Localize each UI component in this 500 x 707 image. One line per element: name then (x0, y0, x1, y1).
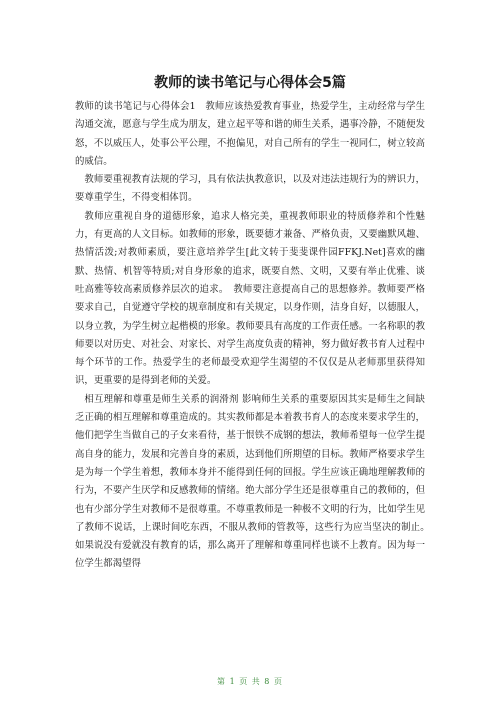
paragraph-3: 教师应重视自身的道德形象，追求人格完美，重视教师职业的特质修养和个性魅力，有更高的人文目标。如教师的形象，既要德才兼备、严格负责，又要幽默风趣、热情活泼;对教师素质，要注意培养学生[此文转于斐斐课件园FFKJ.Net]喜欢的幽默、热情、机智等特质;对自身形象的追求，既要自然、文明，又要有举止优雅、谈吐高雅等较高素质修养层次的追求。 教师要注意提高自己的思想修养。教师要严格要求自己，自觉遵守学校的规章制度和有关规定，以身作则，洁身自好，以德服人，以身立教，为学生树立起楷模的形象。教师要具有高度的工作责任感。一名称职的教师要以对历史、对社会、对家长、对学生高度负责的精神，努力做好教书育人过程中每个环节的工作。热爱学生的老师最受欢迎学生渴望的不仅仅是从老师那里获得知识，更重要的是得到老师的关爱。 (75, 210, 425, 387)
document-title: 教师的读书笔记与心得体会5篇 (154, 75, 346, 91)
paragraph-1: 教师的读书笔记与心得体会1 教师应该热爱教育事业，热爱学生，主动经常与学生沟通交流，愿意与学生成为朋友，建立起平等和谐的师生关系，遇事冷静，不随便发怒，不以威压人，处事公平公理，不抱偏见，对自己所有的学生一视同仁，树立较高的威信。 (75, 101, 425, 167)
paragraph-2: 教师要重视教育法规的学习，具有依法执教意识，以及对违法违规行为的辨识力，要尊重学生，不得变相体罚。 (75, 174, 425, 204)
page-number-footer: 第 1 页 共 8 页 (217, 677, 283, 686)
document-body (75, 98, 435, 574)
paragraph-4: 相互理解和尊重是师生关系的润滑剂 影响师生关系的重要原因其实是师生之间缺乏正确的相互理解和尊重造成的。其实教师都是本着教书育人的态度来要求学生的，他们把学生当做自己的子女来看待，基于恨铁不成钢的想法，教师希望每一位学生提高自身的能力，发展和完善自身的素质，达到他们所期望的目标。教师严格要求学生是为每一个学生着想，教师本身并不能得到任何的回报。学生应该正确地理解教师的行为，不要产生厌学和反感教师的情绪。绝大部分学生还是很尊重自己的教师的，但也有少部分学生对教师不是很尊重。不尊重教师是一种极不文明的行为，比如学生见了教师不说话，上课时间吃东西，不服从教师的管教等，这些行为应当坚决的制止。 如果说没有爱就没有教育的话，那么离开了理解和尊重同样也谈不上教育。因为每一位学生都渴望得 (75, 393, 435, 570)
